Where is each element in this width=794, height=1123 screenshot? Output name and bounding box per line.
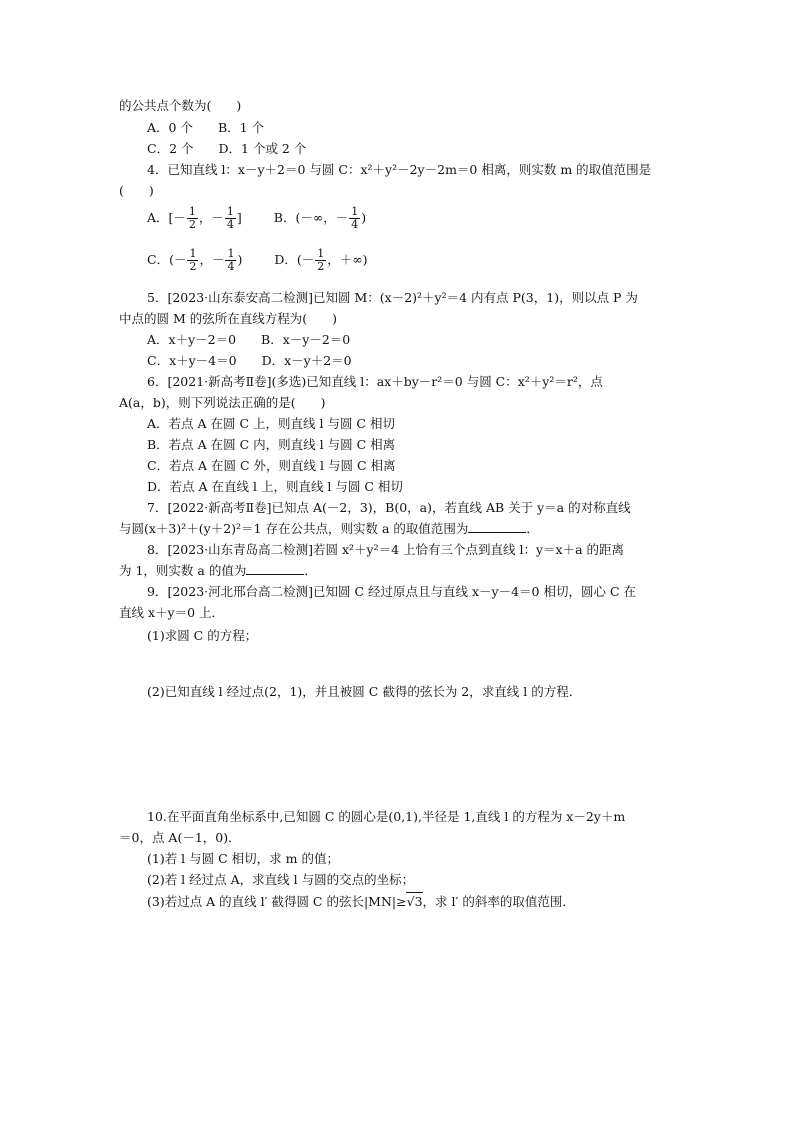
q3-options-cd: C．2 个 D．1 个或 2 个: [147, 141, 307, 156]
q5-stem-cont: 中点的圆 M 的弦所在直线方程为( ): [119, 311, 337, 326]
q4-number: 4．已知直线: [147, 162, 222, 177]
sqrt-3: √3: [406, 894, 423, 909]
q5-stem: 5．[2023·山东泰安高二检测]已知圆 M：(x－2)²＋y²＝4 内有点 P(3，1)，则以点 P 为: [147, 290, 638, 305]
q9-stem: 9．[2023·河北邢台高二检测]已知圆 C 经过原点且与直线 x－y－4＝0 相切，圆心 C 在: [147, 584, 636, 599]
answer-blank[interactable]: [468, 520, 526, 533]
fraction: $\frac{1}{4}$: [226, 205, 234, 231]
q3-options-ab: A．0 个 B．1 个: [147, 120, 265, 135]
fraction: $\frac{1}{4}$: [351, 205, 359, 231]
fraction: $\frac{1}{2}$: [317, 247, 325, 273]
q8-stem-cont: 为 1，则实数 a 的值为 ．: [119, 563, 317, 578]
q4-paren: ( ): [119, 183, 154, 198]
q4-stem: [147, 161, 651, 179]
q9-sub2: (2)已知直线 l 经过点(2，1)，并且被圆 C 截得的弦长为 2，求直线 l 的方程．: [147, 684, 582, 699]
q4-text: l：x－y＋2＝0 与圆 C：x²＋y²－2y－2m＝0 相离，则实数 m 的取值范围是: [221, 162, 652, 177]
q9-stem-cont: 直线 x＋y＝0 上．: [119, 605, 225, 620]
answer-blank[interactable]: [246, 562, 304, 575]
q6-option-b: B．若点 A 在圆 C 内，则直线 l 与圆 C 相离: [147, 437, 396, 452]
q3-tail: 的公共点个数为( ): [119, 98, 242, 113]
q6-stem-cont: A(a，b)，则下列说法正确的是( ): [119, 395, 326, 410]
q10-sub3: (3)若过点 A 的直线 l′ 截得圆 C 的弦长|MN|≥√3，求 l′ 的斜率的取值范围．: [147, 894, 575, 909]
q5-options-ab: A．x＋y－2＝0 B．x－y－2＝0: [147, 332, 351, 347]
fraction: $\frac{1}{2}$: [188, 205, 196, 231]
q5-options-cd: C．x＋y－4＝0 D．x－y＋2＝0: [147, 353, 352, 368]
q7-stem-cont: 与圆(x＋3)²＋(y＋2)²＝1 存在公共点，则实数 a 的取值范围为 ．: [119, 521, 539, 536]
q10-stem: 10.在平面直角坐标系中,已知圆 C 的圆心是(0,1),半径是 1,直线 l 的方程为 x－2y＋m: [147, 809, 626, 824]
q8-stem: 8．[2023·山东青岛高二检测]若圆 x²＋y²＝4 上恰有三个点到直线 l：y＝x＋a 的距离: [147, 542, 625, 557]
q6-option-a: A．若点 A 在圆 C 上，则直线 l 与圆 C 相切: [147, 416, 395, 431]
fraction: $\frac{1}{4}$: [227, 247, 235, 273]
q7-stem: 7．[2022·新高考Ⅱ卷]已知点 A(－2，3)，B(0，a)，若直线 AB 关于 y＝a 的对称直线: [147, 500, 631, 515]
q9-sub1: (1)求圆 C 的方程；: [147, 628, 258, 643]
q10-sub2: (2)若 l 经过点 A，求直线 l 与圆的交点的坐标；: [147, 872, 415, 887]
q4-options-ab: A．[－ $\frac{1}{2}$ ，－ $\frac{1}{4}$ ] B．(－∞，－ $\frac{1}{4}$ ): [147, 205, 367, 231]
q4-options-cd: C．(－ $\frac{1}{2}$ ，－ $\frac{1}{4}$ ) D．(－ $\frac{1}{2}$ ，＋∞): [147, 247, 368, 273]
fraction: $\frac{1}{2}$: [189, 247, 197, 273]
q6-option-d: D．若点 A 在直线 l 上，则直线 l 与圆 C 相切: [147, 479, 403, 494]
q10-stem-cont: ＝0，点 A(－1，0)．: [119, 830, 241, 845]
q10-sub1: (1)若 l 与圆 C 相切，求 m 的值；: [147, 851, 339, 866]
q6-option-c: C．若点 A 在圆 C 外，则直线 l 与圆 C 相离: [147, 458, 396, 473]
q6-stem: 6．[2021·新高考Ⅱ卷](多选)已知直线 l：ax＋by－r²＝0 与圆 C：x²＋y²＝r²，点: [147, 374, 603, 389]
